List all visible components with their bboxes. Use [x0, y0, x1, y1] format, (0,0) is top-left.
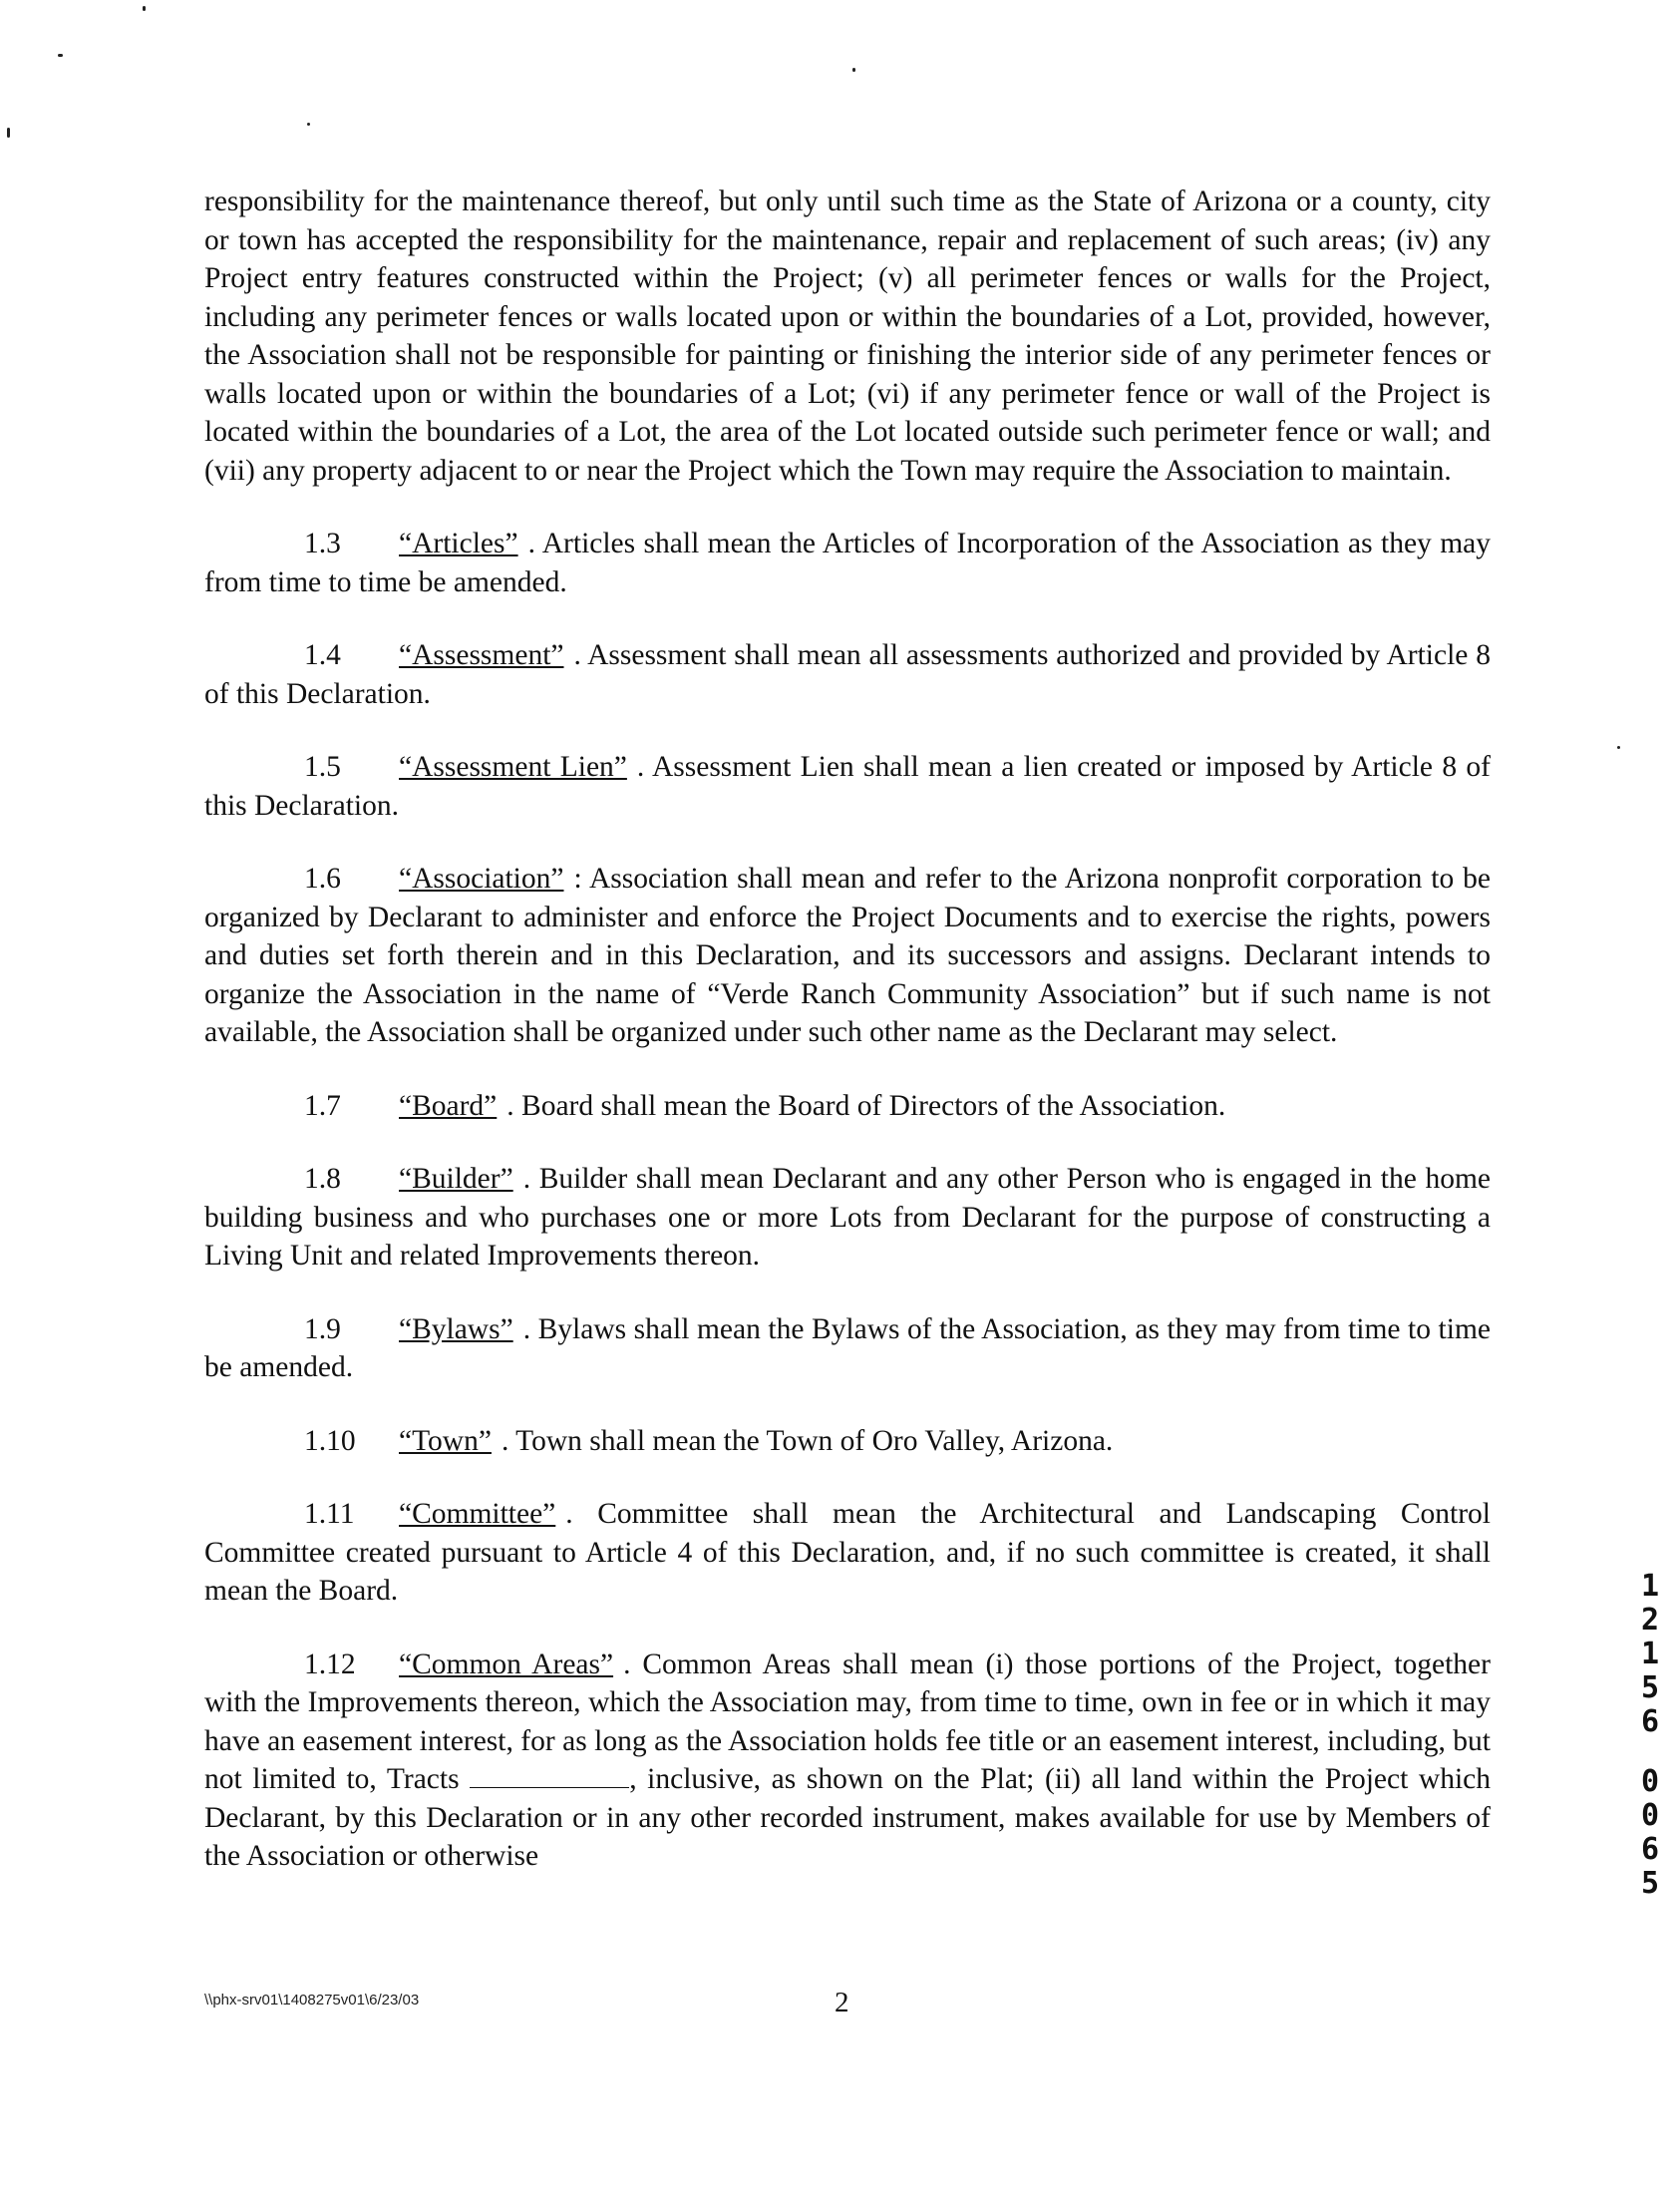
section-text: Assessment Lien shall mean a lien created or imposed by Article 8 of this Declaration.: [204, 751, 1491, 822]
section-title: “Committee”: [399, 1498, 556, 1530]
section-punct: :: [573, 863, 582, 895]
section-punct: .: [522, 1312, 531, 1345]
section-number: 1.5: [304, 751, 341, 783]
section-text: Builder shall mean Declarant and any other Person who is engaged in the home building business and who purchases one or more Lots from Declarant for the purpose of constructing a Living Unit and related Improvements thereon.: [204, 1163, 1492, 1272]
section-number: 1.10: [304, 1424, 356, 1457]
section-number: 1.3: [304, 528, 341, 559]
section-number: 1.4: [304, 639, 341, 671]
section-1-8: [204, 1160, 1491, 1276]
section-punct: .: [565, 1498, 573, 1530]
section-number: 1.9: [304, 1312, 341, 1345]
stamp-digit: 0: [1640, 1798, 1660, 1833]
stamp-digit: 0: [1640, 1764, 1660, 1799]
section-punct: .: [636, 751, 645, 783]
section-title: “Builder”: [399, 1163, 513, 1195]
section-title: “Assessment”: [399, 639, 564, 671]
section-text: Assessment shall mean all assessments authorized and provided by Article 8 of this Declaration.: [204, 639, 1491, 710]
stamp-digit: 1: [1640, 1637, 1660, 1671]
section-1-3: [204, 525, 1491, 601]
section-number: 1.7: [304, 1089, 341, 1122]
section-1-7: [204, 1087, 1491, 1126]
section-1-5: [204, 748, 1491, 825]
page-number: 2: [835, 1987, 849, 2018]
section-title: “Common Areas”: [399, 1647, 614, 1680]
tracts-blank-line: [470, 1763, 629, 1788]
stamp-digit: 5: [1640, 1670, 1660, 1705]
recording-stamp-top: [1635, 1570, 1665, 1739]
section-1-10: [204, 1422, 1491, 1461]
scan-speck: [307, 123, 310, 126]
section-punct: .: [527, 528, 535, 559]
stamp-digit: 6: [1640, 1832, 1660, 1867]
recording-stamp-bottom: [1635, 1765, 1665, 1901]
section-punct: .: [623, 1647, 631, 1680]
section-title: “Bylaws”: [399, 1312, 513, 1345]
section-number: 1.11: [304, 1498, 355, 1530]
section-text: Association shall mean and refer to the Arizona nonprofit corporation to be organized by Declarant to administer and enforce the Project Documents and to exercise the rights, powers and duties set forth therein and in this Declaration, and its successors and assigns. Declarant intends to organize the Association in the name of “Verde Ranch Community Association” but if such name is not available, the Association shall be organized under such other name as the Declarant may select.: [204, 863, 1491, 1048]
scan-speck: [58, 54, 63, 57]
footer-file-path: \\phx-srv01\1408275v01\6/23/03: [204, 1992, 420, 2009]
section-punct: .: [506, 1089, 514, 1122]
section-text: Committee shall mean the Architectural and Landscaping Control Committee created pursuant to Article 4 of this Declaration, and, if no such committee is created, it shall mean the Board.: [204, 1498, 1492, 1607]
section-1-11: [204, 1495, 1491, 1611]
stamp-digit: 1: [1640, 1569, 1660, 1604]
section-1-12: [204, 1646, 1491, 1876]
section-punct: .: [573, 639, 581, 671]
scan-speck: [1617, 746, 1620, 749]
section-text-continued: , inclusive, as shown on the Plat; (ii) all land within the Project which Declarant, by this Declaration or in any other recorded instrument, makes available for use by Members of the Association or otherwise: [204, 1763, 1492, 1872]
section-title: “Association”: [399, 863, 564, 895]
section-1-6: [204, 860, 1491, 1052]
scan-speck: [7, 128, 10, 138]
section-1-4: [204, 636, 1491, 713]
section-title: “Assessment Lien”: [399, 751, 627, 783]
stamp-digit: 5: [1640, 1866, 1660, 1901]
section-punct: .: [522, 1163, 531, 1195]
section-1-9: [204, 1310, 1491, 1387]
section-number: 1.8: [304, 1163, 341, 1195]
section-text: Common Areas shall mean (i) those portions of the Project, together with the Improvements thereon, which the Association may, from time to time, own in fee or in which it may have an easement interest, for as long as the Association holds fee title or an easement interest, including, but not limited to, Tracts: [204, 1647, 1491, 1795]
scan-speck: [143, 6, 146, 11]
section-number: 1.12: [304, 1647, 356, 1680]
section-punct: .: [501, 1424, 509, 1457]
stamp-digit: 6: [1640, 1704, 1660, 1739]
document-body: [204, 183, 1491, 1911]
section-text: Town shall mean the Town of Oro Valley, Arizona.: [515, 1424, 1114, 1457]
stamp-digit: 2: [1640, 1603, 1660, 1638]
opening-paragraph: responsibility for the maintenance thereof, but only until such time as the State of Arizona or a county, city or town has accepted the responsibility for the maintenance, repair and replacement of such areas; (iv) any Project entry features constructed within the Project; (v) all perimeter fences or walls for the Project, including any perimeter fences or walls located upon or within the boundaries of a Lot, provided, however, the Association shall not be responsible for painting or finishing the interior side of any perimeter fences or walls located upon or within the boundaries of a Lot; (vi) if any perimeter fence or wall of the Project is located within the boundaries of a Lot, the area of the Lot located outside such perimeter fence or wall; and (vii) any property adjacent to or near the Project which the Town may require the Association to maintain.: [204, 185, 1491, 487]
section-title: “Board”: [399, 1089, 498, 1122]
section-title: “Articles”: [399, 528, 518, 559]
scan-speck: [852, 68, 855, 72]
section-text: Articles shall mean the Articles of Incorporation of the Association as they may from time to time be amended.: [204, 528, 1491, 598]
section-text: Board shall mean the Board of Directors of the Association.: [521, 1089, 1226, 1122]
section-title: “Town”: [399, 1424, 492, 1457]
section-text: Bylaws shall mean the Bylaws of the Association, as they may from time to time be amended.: [204, 1312, 1491, 1383]
section-number: 1.6: [304, 863, 341, 895]
